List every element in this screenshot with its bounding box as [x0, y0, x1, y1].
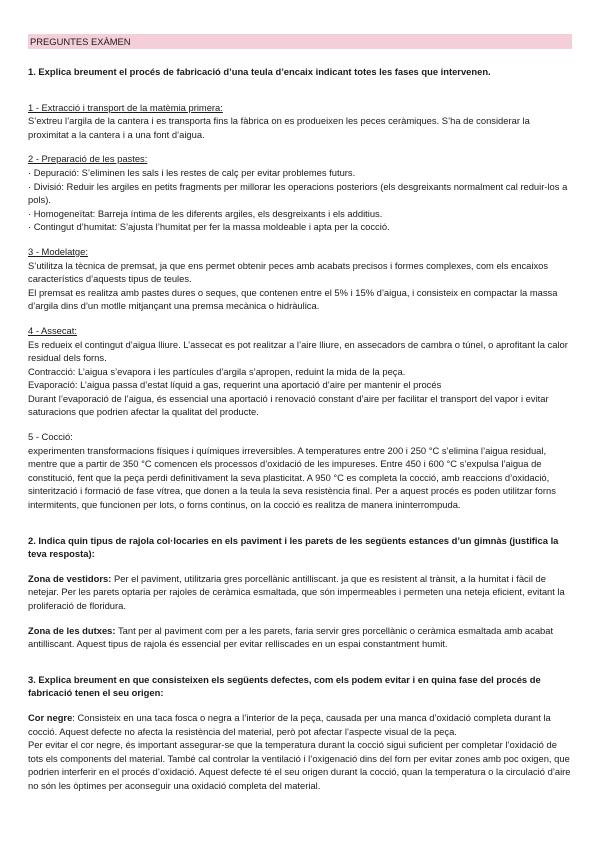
- section-2-item: · Depuració: S’eliminen les sals i les restes de calç per evitar problemes futurs.: [28, 166, 356, 178]
- answer-vestidors: [28, 572, 572, 613]
- section-5-title: 5 - Cocció:: [28, 431, 73, 443]
- answer-dutxes-label: Zona de les dutxes:: [28, 624, 116, 636]
- section-4-title: 4 - Assecat:: [28, 324, 77, 336]
- answer-vestidors-text: Per el paviment, utilitzaria gres porcellànic antilliscant. ja que es resistent al trànsit, a la humitat i fàcil de netejar. Per les parets optaria per rajoles de ceràmica esmaltada, que són impermeables i permeten una neteja eficient, evitant la proliferació de floridura.: [28, 572, 565, 611]
- section-2-title: 2 - Preparació de les pastes:: [28, 153, 148, 165]
- section-2-item: · Contingut d’humitat: S’ajusta l’humitat per fer la massa moldeable i apta per la cocció.: [28, 221, 390, 233]
- question-2-title: 2. Indica quin tipus de rajola col·locaries en els paviment i les parets de les següents estances d’un gimnàs (justifica la teva resposta):: [28, 534, 559, 560]
- section-2-item: · Homogeneïtat: Barreja íntima de les diferents argiles, els desgreixants i els additius.: [28, 207, 383, 219]
- section-2-item: · Divisió: Reduir les argiles en petits fragments per millorar les operacions posteriors (els desgreixants normalment cal reduir-los a pols).: [28, 180, 568, 206]
- answer-cor-negre-label: Cor negre: [28, 711, 73, 723]
- answer-dutxes-text: Tant per al paviment com per a les parets, faria servir gres porcellànic o ceràmica esmaltada amb acabat antilliscant. Aquest tipus de rajola és essencial per evitar relliscades en un espai constantment humit.: [28, 624, 554, 650]
- section-4-paragraph: Contracció: L’aigua s’evapora i les partícules d’argila s’apropen, reduint la mida de la peça.: [28, 365, 406, 377]
- answer-vestidors-label: Zona de vestidors:: [28, 572, 112, 584]
- section-5-text: experimenten transformacions físiques i químiques irreversibles. A temperatures entre 200 i 250 °C s’elimina l’aigua residual, mentre que a partir de 350 °C comencen els processos d’oxidació de les impureses. Entre 450 i 600 °C s’expulsa l’aigua de constitució, fent que la peça perdi definitivament la seva plasticitat. A 950 °C es completa la cocció, amb reaccions d’oxidació, sinterització i formació de fase vítrea, que donen a la teula la seva resistència final. Per a aquest procés es poden utilitzar forns intermitents, que funcionen per lots, o forns continus, on la cocció es realitza de manera ininterrompuda.: [28, 444, 556, 511]
- section-3-paragraph: El premsat es realitza amb pastes dures o seques, que contenen entre el 5% i 15% d’aigua, i consisteix en compactar la massa d’argila dins d’un motlle mitjançant una premsa mecànica o hidràulica.: [28, 286, 558, 312]
- section-3-paragraph: S’utilitza la tècnica de premsat, ja que ens permet obtenir peces amb acabats precisos i formes complexes, com els encaixos característics d’aquests tipus de teules.: [28, 259, 549, 285]
- question-1-title: 1. Explica breument el procés de fabricació d’una teula d’encaix indicant totes les fases que intervenen.: [28, 66, 491, 77]
- section-1-title: 1 - Extracció i transport de la matèmia primera:: [28, 101, 223, 113]
- answer-cor-negre: [28, 711, 572, 738]
- section-4-paragraph: Evaporació: L’aigua passa d’estat líquid a gas, requerint una aportació d’aire per mantenir el procés: [28, 379, 442, 391]
- page-banner: PREGUNTES EXÀMEN: [28, 34, 572, 49]
- answer-dutxes: [28, 624, 572, 651]
- section-3-title: 3 - Modelatge:: [28, 245, 88, 257]
- section-4-paragraph: Durant l’evaporació de l’aigua, és essencial una aportació i renovació constant d’aire per facilitar el transport del vapor i evitar saturacions que podrien afectar la qualitat del producte.: [28, 392, 549, 418]
- question-3-title: 3. Explica breument en que consisteixen els següents defectes, com els podem evitar i en quina fase del procés de fabricació tenen el seu origen:: [28, 673, 541, 699]
- document-page: [28, 34, 572, 793]
- section-1-text: S’extreu l’argila de la cantera i es transporta fins la fàbrica on es produeixen les peces ceràmiques. S’ha de considerar la proximitat a la cantera i a una font d’aigua.: [28, 115, 530, 140]
- section-4-paragraph: Es redueix el contingut d’aigua lliure. L’assecat es pot realitzar a l’aire lliure, en assecadors de cambra o túnel, o aprofitant la calor residual dels forns.: [28, 338, 568, 364]
- answer-cor-negre-text: : Consisteix en una taca fosca o negra a l’interior de la peça, causada per una manca d’oxidació completa durant la cocció. Aquest defecte no afecta la resistència del material, però pot afectar l’aspecte visual de la peça.: [28, 711, 551, 737]
- answer-cor-negre-paragraph: Per evitar el cor negre, és important assegurar-se que la temperatura durant la cocció sigui suficient per completar l’oxidació de tots els components del material. També cal controlar la ventilació i l’oxigenació dins del forn per evitar zones amb poc oxigen, que podrien interferir en el procés d’oxidació. Aquest defecte té el seu origen durant la cocció, quan la temperatura o la circulació d’aire no són les òptimes per aconseguir una oxidació completa del material.: [28, 739, 571, 791]
